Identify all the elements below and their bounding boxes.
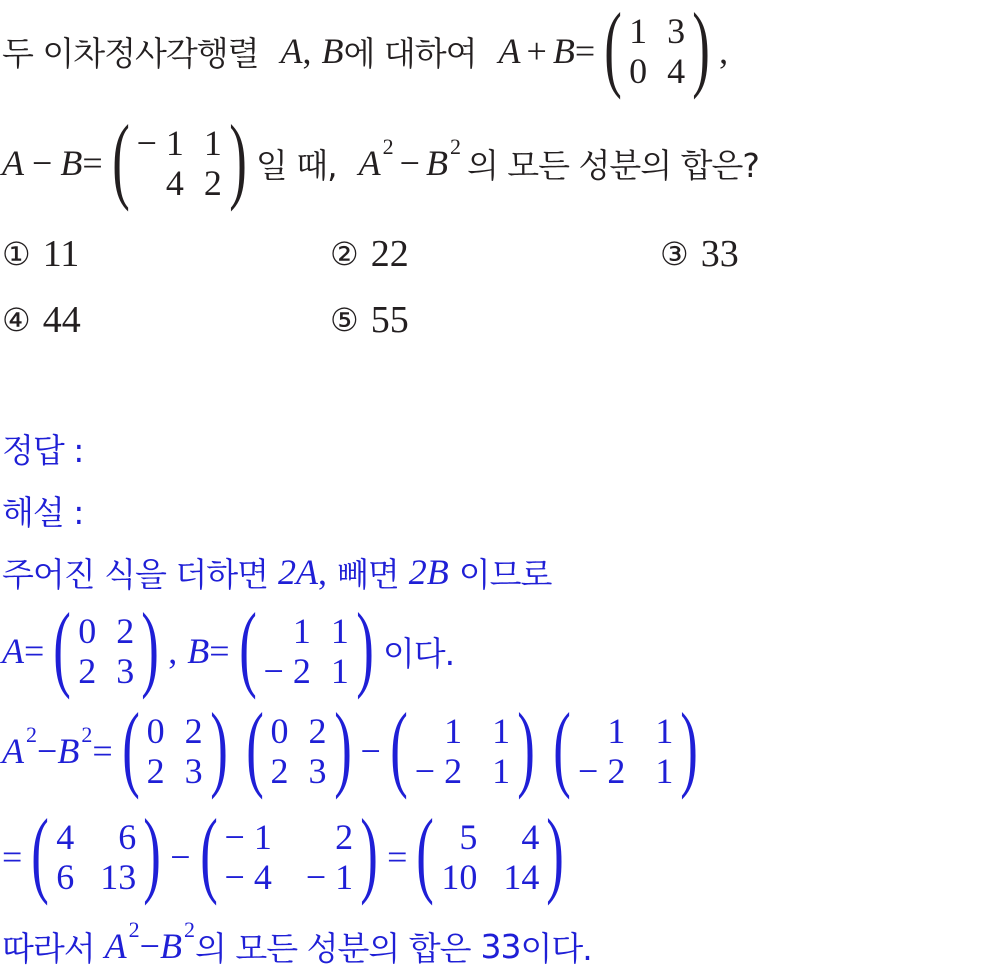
matrix-sum: ( 1 3 0 4 ) (604, 0, 710, 100)
question-text: 두 이차정사각행렬 (2, 33, 259, 73)
matrix-diff: ( − 1 1 4 2 ) (111, 105, 247, 212)
solution-line-4: = ( 4 6 6 13 ) − ( − 1 2 − 4 − 1 ) = ( 5 4 10 14 ) (2, 812, 573, 902)
final-answer-value: 33 (480, 926, 521, 966)
choice-4[interactable]: ④ 44 (2, 299, 81, 341)
explanation-label: 해설 : (2, 492, 84, 532)
matrix-a: ( 0 2 2 3 ) (53, 593, 160, 700)
choice-1[interactable]: ① 11 (2, 233, 80, 275)
question-line-2: A − B = ( − 1 1 4 2 ) 일 때, A 2 − B 2 의 모든 성분의 합은? (2, 105, 759, 212)
matrix-b: ( 1 1 − 2 1 ) (238, 593, 374, 700)
answer-label: 정답 : (2, 430, 84, 470)
choice-5[interactable]: ⑤ 55 (330, 299, 409, 341)
solution-line-3: A 2 − B 2 = ( 0 2 2 3 ) ( 0 2 2 3 ) − ( 1 1 − 2 1 ) ( 1 1 − 2 1 ) (2, 693, 699, 800)
question-prompt: 의 모든 성분의 합은? (466, 145, 759, 185)
matrix-a-squared: ( 4 6 6 13 ) (31, 799, 162, 906)
choice-3[interactable]: ③ 33 (660, 233, 739, 275)
choice-2[interactable]: ② 22 (330, 233, 409, 275)
solution-final: 따라서 A 2 − B 2 의 모든 성분의 합은 33 이다. (2, 917, 592, 968)
solution-line-1: 주어진 식을 더하면 2A , 빼면 2B 이므로 (2, 552, 552, 594)
matrix-result: ( 5 4 10 14 ) (416, 799, 565, 906)
solution-line-2: A = ( 0 2 2 3 ) , B = ( 1 1 − 2 1 ) 이다. (2, 593, 455, 700)
matrix-b-squared: ( − 1 2 − 4 − 1 ) (199, 799, 378, 906)
var-a: A (280, 31, 303, 71)
var-b: B (321, 31, 344, 71)
question-line-1: 두 이차정사각행렬 A , B 에 대하여 A + B = ( 1 3 0 4 ) , (2, 0, 729, 100)
